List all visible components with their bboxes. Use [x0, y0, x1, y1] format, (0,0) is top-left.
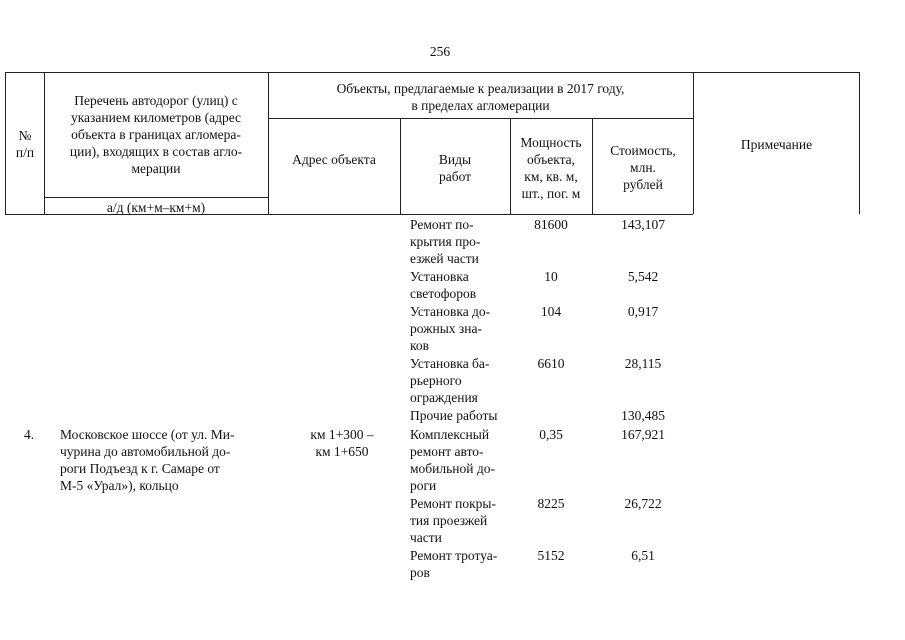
- page-number: 256: [429, 44, 451, 59]
- header-group-title: Объекты, предлагаемые к реализации в 2017 году, в пределах агломерации: [336, 81, 625, 113]
- work-type: Ремонт по- крытия про- езжей части: [410, 217, 481, 266]
- object-address: км 1+300 – км 1+650: [310, 427, 374, 459]
- capacity-value: 6610: [537, 356, 565, 371]
- cost-value: 26,722: [624, 496, 662, 511]
- header-col-number: № п/п: [15, 128, 35, 160]
- cost-value: 143,107: [621, 217, 665, 232]
- capacity-value: 10: [544, 269, 558, 284]
- header-col-note: Примечание: [740, 137, 813, 152]
- capacity-value: 104: [540, 304, 562, 319]
- work-type: Прочие работы: [410, 408, 498, 423]
- work-type: Ремонт покры- тия проезжей части: [410, 496, 496, 545]
- capacity-value: 0,35: [539, 427, 563, 442]
- capacity-value: 8225: [537, 496, 565, 511]
- work-type: Установка ба- рьерного ограждения: [410, 356, 490, 405]
- cost-value: 130,485: [621, 408, 665, 423]
- cost-value: 6,51: [631, 548, 655, 563]
- road-description: Московское шоссе (от ул. Ми- чурина до автомобильной до- роги Подъезд к г. Самаре от М-5 «Урал»), кольцо: [60, 427, 235, 493]
- work-type: Ремонт тротуа- ров: [410, 548, 498, 580]
- work-type: Установка светофоров: [410, 269, 477, 301]
- header-col-cost: Стоимость, млн. рублей: [610, 143, 676, 192]
- header-col-roads: Перечень автодорог (улиц) с указанием километров (адрес объекта в границах агломера- ции), входящих в состав агло- мерации: [69, 93, 243, 176]
- row-number: 4.: [24, 427, 35, 442]
- work-type: Комплексный ремонт авто- мобильной до- роги: [410, 427, 495, 493]
- header-col-address: Адрес объекта: [292, 152, 376, 167]
- capacity-value: 5152: [537, 548, 565, 563]
- header-col-roads-subtitle: а/д (км+м–км+м): [106, 200, 206, 215]
- cost-value: 167,921: [621, 427, 665, 442]
- work-type: Установка до- рожных зна- ков: [410, 304, 491, 353]
- header-col-works: Виды работ: [438, 152, 472, 184]
- header-col-capacity: Мощность объекта, км, кв. м, шт., пог. м: [520, 135, 582, 201]
- capacity-value: 81600: [534, 217, 568, 232]
- cost-value: 5,542: [627, 269, 659, 284]
- cost-value: 28,115: [624, 356, 662, 371]
- cost-value: 0,917: [627, 304, 659, 319]
